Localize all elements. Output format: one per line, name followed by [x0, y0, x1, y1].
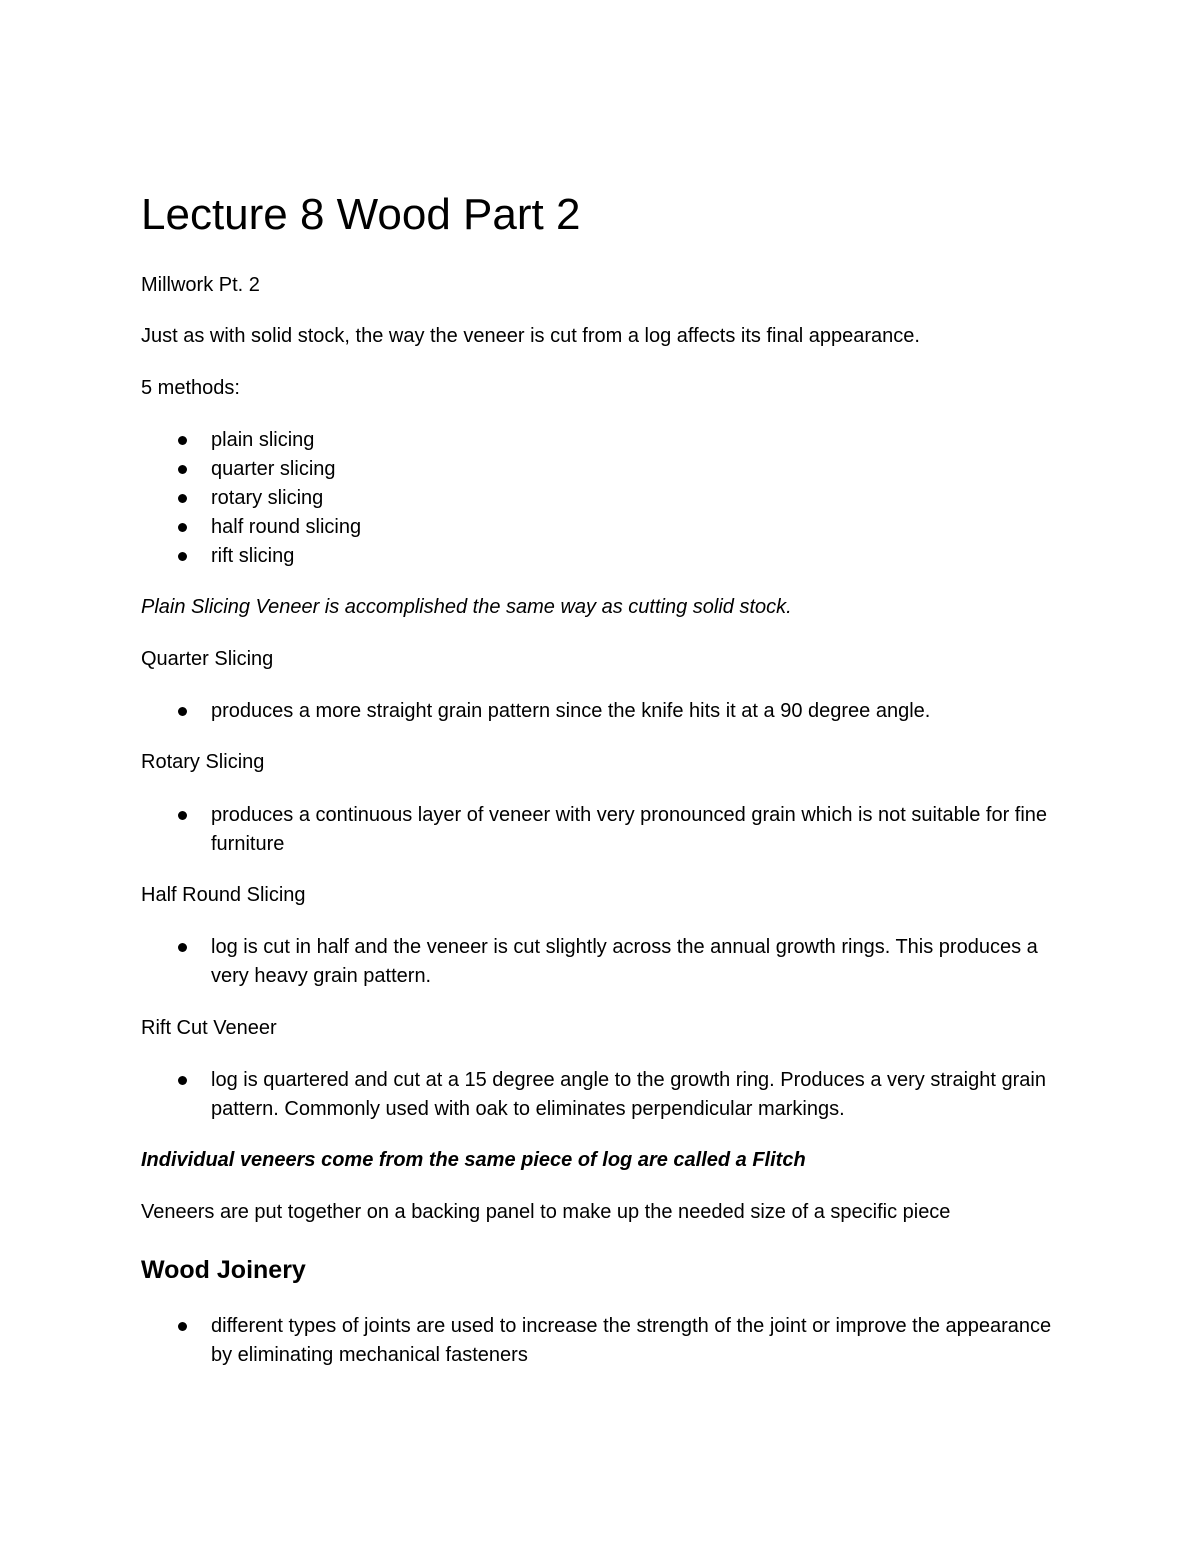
half-round-slicing-list	[141, 933, 1071, 991]
bullet-icon	[178, 552, 187, 561]
bullet-icon	[178, 943, 187, 952]
quarter-slicing-list	[141, 697, 1071, 726]
bullet-icon	[178, 1076, 187, 1085]
list-item: different types of joints are used to increase the strength of the joint or improve the appearance by eliminating mechanical fasteners	[141, 1312, 1071, 1370]
wood-joinery-list	[141, 1312, 1071, 1370]
backing-panel-note: Veneers are put together on a backing panel to make up the needed size of a specific piece	[141, 1201, 951, 1223]
bullet-icon	[178, 811, 187, 820]
list-item: produces a continuous layer of veneer with very pronounced grain which is not suitable for fine furniture	[141, 801, 1071, 859]
methods-label: 5 methods:	[141, 377, 240, 399]
quarter-slicing-heading: Quarter Slicing	[141, 648, 274, 670]
list-item: produces a more straight grain pattern since the knife hits it at a 90 degree angle.	[141, 697, 1071, 726]
rotary-slicing-list	[141, 801, 1071, 859]
bullet-icon	[178, 465, 187, 474]
intro-paragraph: Just as with solid stock, the way the veneer is cut from a log affects its final appearance.	[141, 325, 920, 347]
list-item: rotary slicing	[141, 484, 1071, 513]
subtitle: Millwork Pt. 2	[141, 274, 260, 296]
methods-list	[141, 426, 1071, 571]
rotary-slicing-heading: Rotary Slicing	[141, 751, 265, 773]
list-item: log is cut in half and the veneer is cut slightly across the annual growth rings. This produces a very heavy grain pattern.	[141, 933, 1071, 991]
bullet-icon	[178, 523, 187, 532]
list-item: half round slicing	[141, 513, 1071, 542]
bullet-icon	[178, 1322, 187, 1331]
list-item: plain slicing	[141, 426, 1071, 455]
half-round-slicing-heading: Half Round Slicing	[141, 884, 306, 906]
flitch-note: Individual veneers come from the same piece of log are called a Flitch	[141, 1149, 806, 1171]
bullet-icon	[178, 494, 187, 503]
bullet-icon	[178, 436, 187, 445]
wood-joinery-heading: Wood Joinery	[141, 1256, 306, 1284]
rift-cut-heading: Rift Cut Veneer	[141, 1017, 277, 1039]
plain-slicing-note: Plain Slicing Veneer is accomplished the same way as cutting solid stock.	[141, 596, 792, 618]
list-item: log is quartered and cut at a 15 degree angle to the growth ring. Produces a very straight grain pattern. Commonly used with oak to eliminates perpendicular markings.	[141, 1066, 1071, 1124]
rift-cut-list	[141, 1066, 1071, 1124]
bullet-icon	[178, 707, 187, 716]
page-title: Lecture 8 Wood Part 2	[141, 190, 581, 239]
list-item: quarter slicing	[141, 455, 1071, 484]
list-item: rift slicing	[141, 542, 1071, 571]
